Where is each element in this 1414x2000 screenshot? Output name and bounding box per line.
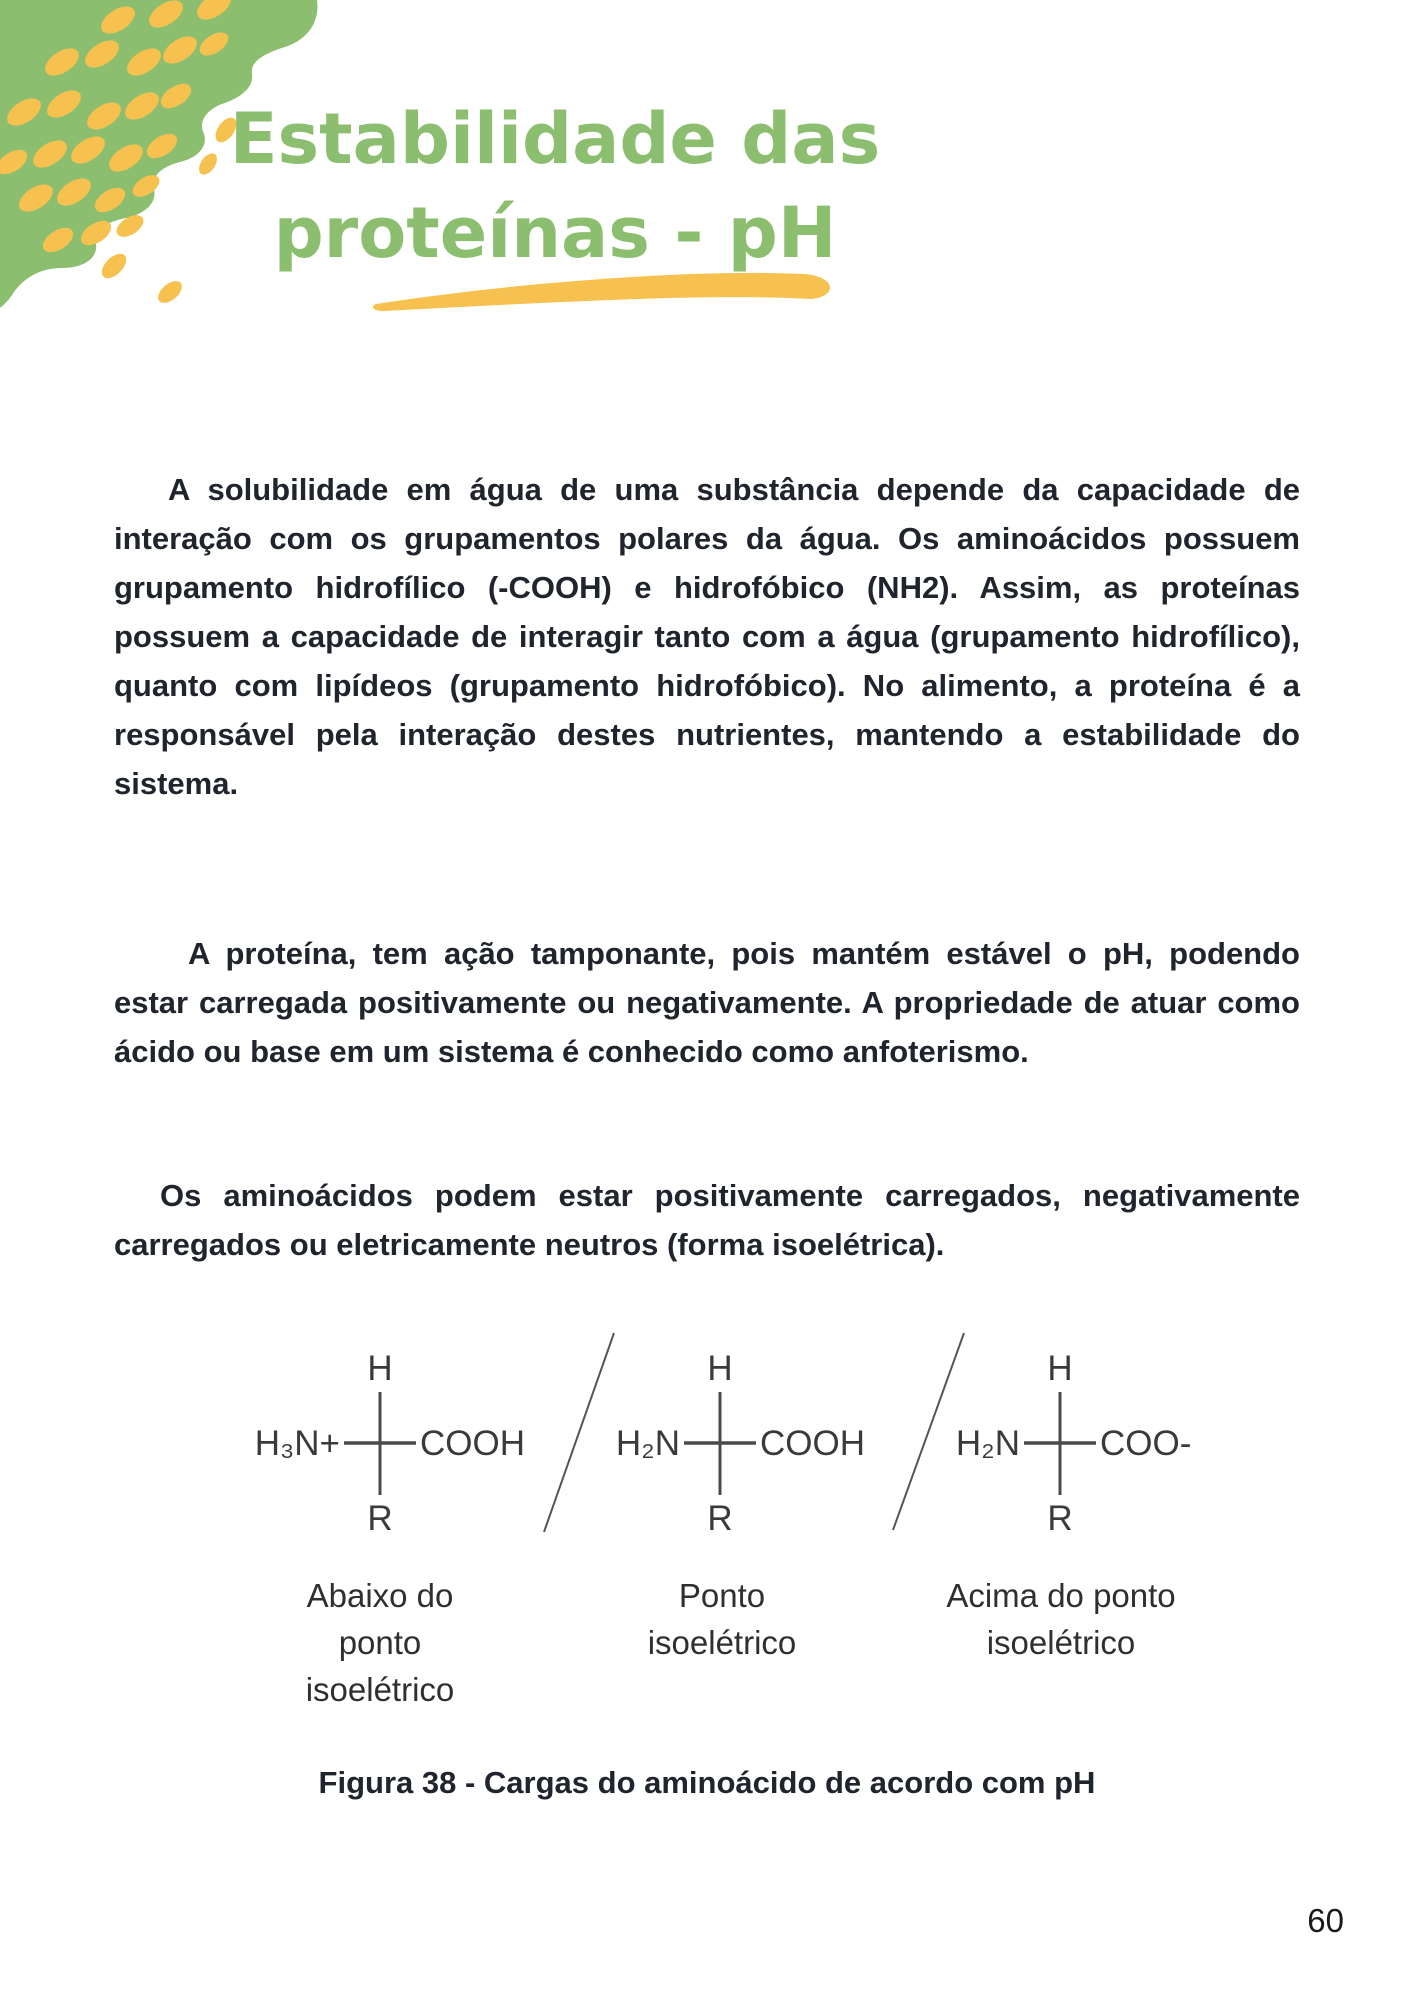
- structure-at-pi: [616, 1349, 865, 1538]
- page-number: 60: [1307, 1902, 1344, 1939]
- structure-above-pi: [956, 1349, 1192, 1538]
- formula-bottom: R: [707, 1499, 733, 1538]
- divider-slash-1: [544, 1333, 614, 1532]
- structure-below-pi: [255, 1349, 525, 1538]
- page-title-line1: Estabilidade das: [229, 98, 881, 180]
- formula-left: H₃N+: [254, 1424, 340, 1463]
- divider-slash-2: [893, 1333, 964, 1530]
- page-title: [0, 92, 1110, 280]
- paragraph-buffering: A proteína, tem ação tamponante, pois mantém estável o pH, podendo estar carregada positivamente ou negativamente. A propriedade de atuar como ácido ou base em um sistema é conhecido como anfoterismo.: [114, 936, 1300, 1069]
- formula-left: H₂N: [615, 1424, 680, 1463]
- figure-caption: Figura 38 - Cargas do aminoácido de acordo com pH: [318, 1765, 1096, 1800]
- amino-acid-structures-figure: [230, 1330, 1230, 1570]
- page-title-line2: proteínas - pH: [273, 192, 837, 274]
- formula-right: COOH: [420, 1424, 525, 1463]
- formula-top: H: [707, 1349, 733, 1388]
- paragraph-charges: Os aminoácidos podem estar positivamente carregados, negativamente carregados ou eletricamente neutros (forma isoelétrica).: [114, 1178, 1300, 1262]
- formula-bottom: R: [367, 1499, 393, 1538]
- paragraph-solubility: A solubilidade em água de uma substância depende da capacidade de interação com os grupamentos polares da água. Os aminoácidos possuem grupamento hidrofílico (-COOH) e hidrofóbico (NH2). Assim, as proteínas possuem a capacidade de interagir tanto com a água (grupamento hidrofílico), quanto com lipídeos (grupamento hidrofóbico). No alimento, a proteína é a responsável pela interação destes nutrientes, mantendo a estabilidade do sistema.: [114, 472, 1300, 801]
- title-underline-swoosh: [368, 266, 848, 314]
- formula-top: H: [367, 1349, 393, 1388]
- formula-right: COOH: [760, 1424, 865, 1463]
- label-below-pi: Abaixo do ponto isoelétrico: [305, 1577, 455, 1708]
- label-above-pi: Acima do ponto isoelétrico: [946, 1577, 1176, 1661]
- formula-top: H: [1047, 1349, 1073, 1388]
- label-at-pi: Ponto isoelétrico: [647, 1577, 797, 1661]
- formula-left: H₂N: [955, 1424, 1020, 1463]
- formula-bottom: R: [1047, 1499, 1073, 1538]
- formula-right: COO-: [1100, 1424, 1192, 1463]
